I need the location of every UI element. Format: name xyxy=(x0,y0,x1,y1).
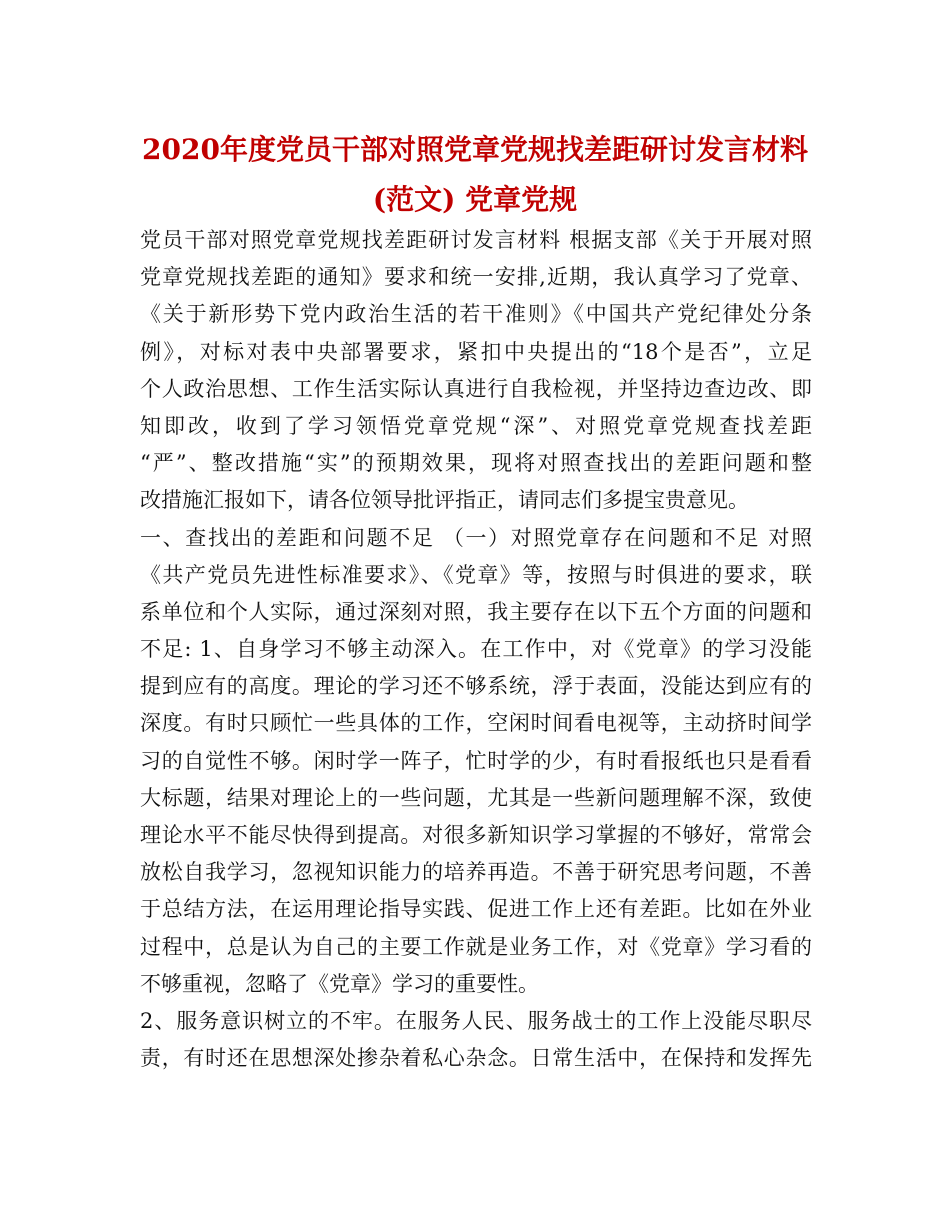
body-line: 一、查找出的差距和问题不足 （一）对照党章存在问题和不足 对照 xyxy=(140,525,812,550)
body-line: 知即改，收到了学习领悟党章党规“深”、对照党章党规查找差距 xyxy=(140,413,812,438)
body-line: 党员干部对照党章党规找差距研讨发言材料 根据支部《关于开展对照 xyxy=(140,228,812,252)
body-line: 改措施汇报如下，请各位领导批评指正，请同志们多提宝贵意见。 xyxy=(140,488,749,513)
body-line: 责，有时还在思想深处掺杂着私心杂念。日常生活中，在保持和发挥先 xyxy=(140,1046,812,1071)
body-line: 于总结方法，在运用理论指导实践、促进工作上还有差距。比如在外业 xyxy=(140,897,812,922)
body-line: “严”、整改措施“实”的预期效果，现将对照查找出的差距问题和整 xyxy=(140,451,812,476)
document-title-line-1: 2020年度党员干部对照党章党规找差距研讨发言材料 xyxy=(142,133,808,166)
body-line: 提到应有的高度。理论的学习还不够系统，浮于表面，没能达到应有的 xyxy=(140,674,812,699)
body-line: 个人政治思想、工作生活实际认真进行自我检视，并坚持边查边改、即 xyxy=(140,376,812,401)
body-line: 不够重视，忽略了《党章》学习的重要性。 xyxy=(140,971,539,996)
body-line: 例》，对标对表中央部署要求，紧扣中央提出的“18个是否”，立足 xyxy=(140,339,812,364)
document-title-line-2: (范文) 党章党规 xyxy=(372,183,578,216)
body-line: 习的自觉性不够。闲时学一阵子，忙时学的少，有时看报纸也只是看看 xyxy=(140,748,812,773)
body-line: 深度。有时只顾忙一些具体的工作，空闲时间看电视等，主动挤时间学 xyxy=(140,711,812,736)
body-line: 过程中，总是认为自己的主要工作就是业务工作，对《党章》学习看的 xyxy=(140,934,812,959)
body-line: 《共产党员先进性标准要求》、《党章》等，按照与时俱进的要求，联 xyxy=(140,562,812,587)
body-line: 不足: 1、自身学习不够主动深入。在工作中，对《党章》的学习没能 xyxy=(140,637,812,662)
body-line: 党章党规找差距的通知》要求和统一安排,近期，我认真学习了党章、 xyxy=(140,265,812,290)
body-line: 放松自我学习，忽视知识能力的培养再造。不善于研究思考问题，不善 xyxy=(140,860,812,885)
body-line: 《关于新形势下党内政治生活的若干准则》《中国共产党纪律处分条 xyxy=(140,302,812,327)
body-line: 理论水平不能尽快得到提高。对很多新知识学习掌握的不够好，常常会 xyxy=(140,823,812,847)
body-line: 2、服务意识树立的不牢。在服务人民、服务战士的工作上没能尽职尽 xyxy=(140,1008,812,1033)
body-line: 大标题，结果对理论上的一些问题，尤其是一些新问题理解不深，致使 xyxy=(140,785,812,810)
body-line: 系单位和个人实际，通过深刻对照，我主要存在以下五个方面的问题和 xyxy=(140,599,812,624)
document-body xyxy=(140,222,812,1077)
